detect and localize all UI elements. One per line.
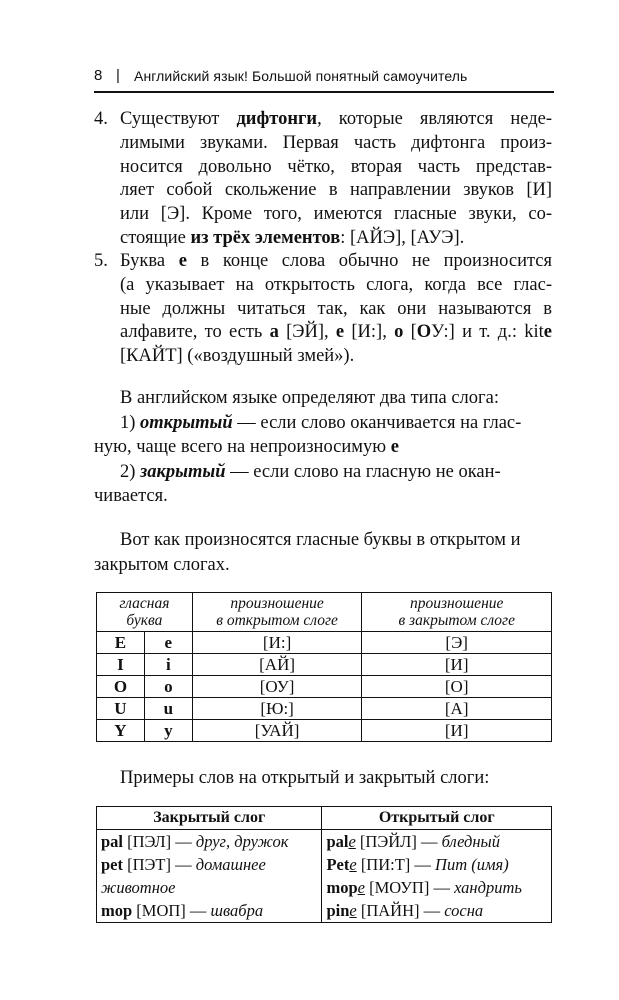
word-stem: pin	[326, 901, 350, 920]
letter-a: a	[269, 322, 279, 343]
open-pronunciation: [И:]	[192, 632, 362, 654]
lower-letter: u	[144, 698, 192, 720]
text-line: или [Э]. Кроме того, имеются гласные звуки, со-	[120, 204, 552, 225]
open-pronunciation: [Ю:]	[192, 698, 362, 720]
word: pet	[101, 855, 123, 874]
text: Буква	[120, 251, 179, 271]
item-number: 4.	[94, 109, 108, 129]
text-line	[94, 460, 554, 485]
pronunciation: [МОУП] —	[364, 878, 455, 897]
text-line: (а указывает на открытость слога, когда все глас-	[120, 274, 552, 295]
example-word	[101, 853, 317, 876]
header-text: произношение	[230, 595, 324, 612]
translation: Пит (имя)	[435, 855, 509, 874]
open-pronunciation: [УАЙ]	[192, 720, 362, 742]
table-header-row	[97, 593, 552, 632]
text: : [АЙЭ], [АУЭ].	[340, 227, 465, 248]
text: — если слово оканчивается на глас-	[232, 412, 522, 433]
term-three-elements: из трёх элементов	[190, 227, 341, 248]
pronunciation: [ПАЙН] —	[356, 901, 445, 920]
text: ную, чаще всего на непроизносимую	[94, 437, 391, 457]
closed-pronunciation: [А]	[362, 698, 552, 720]
letter-e: e	[335, 322, 345, 343]
translation: сосна	[444, 901, 484, 920]
silent-e: e	[348, 832, 356, 851]
table-row	[97, 654, 552, 676]
text: [	[403, 322, 417, 343]
translation: животное	[101, 878, 176, 897]
text: , которые являются неде-	[317, 109, 553, 129]
text-line: [КАЙТ] («воздушный змей»).	[120, 346, 355, 367]
text-line: В английском языке определяют два типа слога:	[120, 388, 499, 408]
pronunciation: [ПИ:Т] —	[356, 855, 436, 874]
item-number: 5.	[94, 251, 108, 271]
header-closed-syllable: Закрытый слог	[97, 807, 322, 830]
vowels-intro	[94, 528, 554, 577]
text-line	[94, 411, 554, 436]
pronunciation: [ПЭЙЛ] —	[355, 832, 442, 851]
pronunciation: [ПЭЛ] —	[123, 832, 196, 851]
translation: швабра	[210, 901, 264, 920]
example-word	[326, 876, 547, 899]
silent-e: e	[349, 855, 357, 874]
example-word	[101, 830, 317, 853]
translation: друг, дружок	[195, 832, 289, 851]
book-title: Английский язык! Большой понятный самоучитель	[134, 68, 468, 84]
text-line: Вот как произносятся гласные буквы в открытом и	[120, 530, 521, 550]
letter-e: e	[390, 437, 399, 457]
lower-letter: i	[144, 654, 192, 676]
open-pronunciation: [АЙ]	[192, 654, 362, 676]
word-stem: mop	[326, 878, 358, 897]
text-line: носится довольно чётко, вторая часть представ-	[120, 156, 552, 177]
text: алфавите, то есть	[120, 322, 270, 343]
term-diphthongs: дифтонги	[236, 109, 318, 129]
text-line	[120, 321, 552, 345]
text: Существуют	[120, 109, 237, 129]
page-number: 8	[94, 67, 103, 84]
text: стоящие	[120, 227, 191, 248]
header-vowel-letter	[97, 593, 193, 632]
example-word-continued	[101, 876, 317, 899]
text-line: чивается.	[94, 486, 168, 506]
word-stem: Pet	[326, 855, 350, 874]
closed-pronunciation: [И]	[362, 654, 552, 676]
header-open-syllable	[192, 593, 362, 632]
example-word	[326, 830, 547, 853]
closed-pronunciation: [О]	[362, 676, 552, 698]
header-text: гласная	[119, 595, 170, 612]
upper-letter: Y	[97, 720, 145, 742]
examples-intro	[94, 766, 554, 791]
term-open: открытый	[140, 412, 233, 433]
syllable-types	[94, 386, 554, 509]
text: У:] и т. д.: kit	[431, 322, 544, 343]
text-line: лимыми звуками. Первая часть дифтонга произ-	[120, 132, 552, 153]
item-body	[120, 250, 552, 369]
text-line	[120, 227, 552, 251]
upper-letter: E	[97, 632, 145, 654]
translation: домашнее	[195, 855, 266, 874]
text: 2)	[120, 461, 141, 482]
closed-pronunciation: [И]	[362, 720, 552, 742]
open-pronunciation: [ОУ]	[192, 676, 362, 698]
header-text: буква	[126, 612, 163, 629]
stressed-letter: О	[416, 322, 432, 343]
text: — если слово на гласную не окан-	[225, 461, 501, 482]
letter-e: e	[178, 251, 187, 271]
upper-letter: U	[97, 698, 145, 720]
table-row	[97, 830, 552, 923]
text: в конце слова обычно не произносится	[186, 251, 553, 271]
text-line	[120, 250, 552, 274]
vowel-table	[96, 592, 552, 742]
table-row	[97, 698, 552, 720]
example-word	[101, 899, 317, 922]
silent-e: e	[349, 901, 357, 920]
running-header	[94, 66, 554, 88]
term-closed: закрытый	[140, 461, 226, 482]
word: pal	[101, 832, 124, 851]
header-text: в открытом слоге	[216, 612, 338, 629]
lower-letter: y	[144, 720, 192, 742]
word-stem: pal	[326, 832, 349, 851]
text-line: ные должны читаться так, как они называются в	[120, 298, 552, 319]
text-line: Примеры слов на открытый и закрытый слоги:	[120, 768, 490, 788]
table-row	[97, 720, 552, 742]
text-line	[94, 435, 554, 460]
header-closed-syllable	[362, 593, 552, 632]
header-text: произношение	[410, 595, 504, 612]
translation: бледный	[441, 832, 500, 851]
item-body	[120, 108, 552, 251]
silent-e: e	[357, 878, 365, 897]
example-word	[326, 853, 547, 876]
text-line: закрытом слогах.	[94, 554, 230, 575]
lower-letter: e	[144, 632, 192, 654]
letter-e: e	[543, 322, 552, 343]
table-header-row	[97, 807, 552, 830]
upper-letter: I	[97, 654, 145, 676]
pronunciation: [МОП] —	[132, 901, 211, 920]
table-row	[97, 632, 552, 654]
text: 1)	[120, 412, 141, 433]
lower-letter: o	[144, 676, 192, 698]
header-rule	[94, 91, 554, 93]
text: [И:],	[344, 322, 395, 343]
open-examples	[322, 830, 552, 923]
table-row	[97, 676, 552, 698]
header-open-syllable: Открытый слог	[322, 807, 552, 830]
example-word	[326, 899, 547, 922]
examples-table	[96, 806, 552, 923]
word: mop	[101, 901, 133, 920]
header-separator: |	[116, 67, 120, 84]
header-text: в закрытом слоге	[398, 612, 515, 629]
pronunciation: [ПЭТ] —	[123, 855, 196, 874]
text: [ЭЙ],	[278, 322, 336, 343]
letter-o: o	[394, 322, 404, 343]
text-line	[120, 108, 552, 132]
upper-letter: O	[97, 676, 145, 698]
closed-pronunciation: [Э]	[362, 632, 552, 654]
text-line: ляет собой скольжение в направлении звуков [И]	[120, 180, 552, 201]
closed-examples	[97, 830, 322, 923]
translation: хандрить	[454, 878, 522, 897]
